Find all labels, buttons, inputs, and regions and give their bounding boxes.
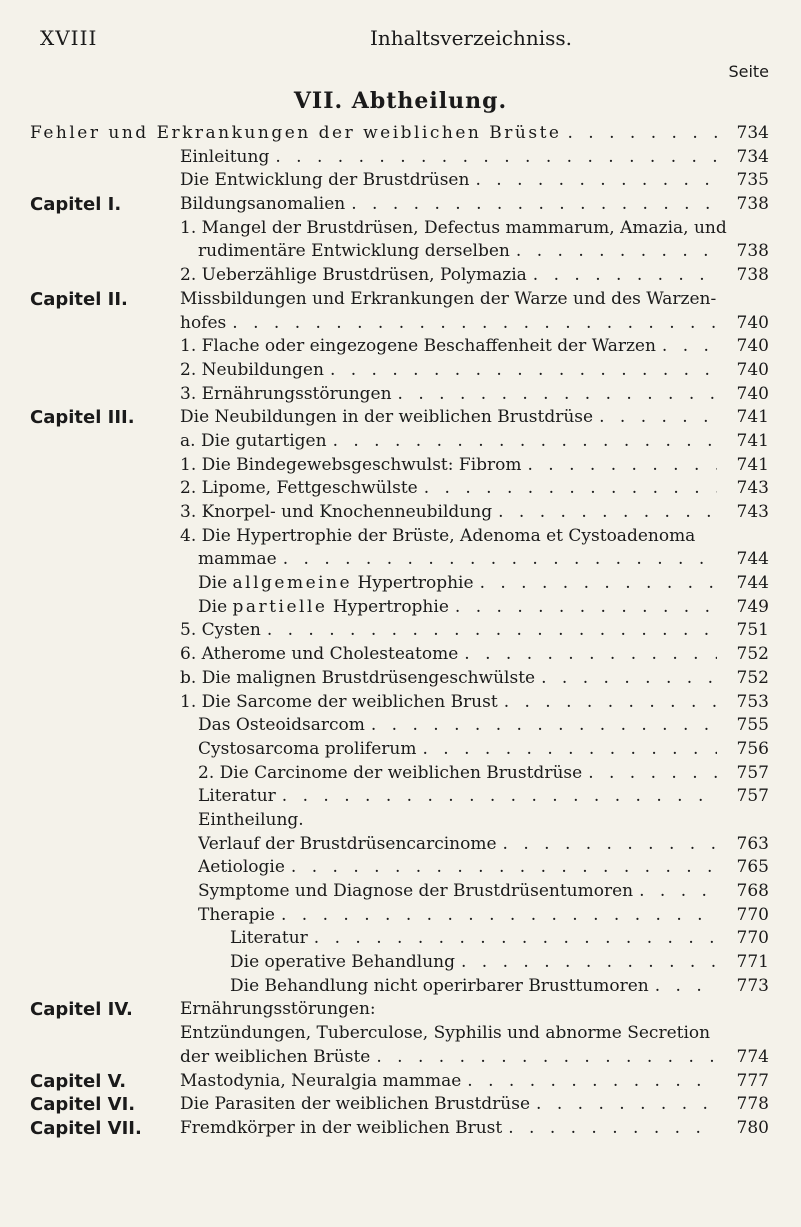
page-ref: 773 bbox=[736, 975, 769, 996]
dot-leader bbox=[464, 643, 717, 667]
dot-leader bbox=[503, 833, 717, 857]
entry-text: Die allgemeine Hypertrophie bbox=[198, 573, 474, 594]
dot-leader bbox=[508, 1117, 717, 1141]
entry-text: Fehler und Erkrankungen der weiblichen Brüste bbox=[30, 123, 562, 143]
entry-text: 3. Knorpel- und Knochenneubildung bbox=[180, 502, 493, 522]
toc-row bbox=[0, 525, 801, 549]
toc-row bbox=[0, 264, 801, 288]
entry-text: 5. Cysten bbox=[180, 620, 261, 641]
toc-row bbox=[0, 312, 801, 336]
toc-row bbox=[0, 691, 801, 715]
page-ref: 755 bbox=[736, 715, 769, 736]
toc-entry bbox=[180, 619, 717, 643]
page-ref: 744 bbox=[736, 573, 769, 594]
page-ref: 765 bbox=[736, 857, 769, 878]
table-of-contents bbox=[0, 122, 801, 1141]
page-ref: 757 bbox=[736, 762, 769, 783]
entry-text: 1. Mangel der Brustdrüsen, Defectus mammarum, Amazia, und bbox=[180, 217, 727, 238]
entry-text: b. Die malignen Brustdrüsengeschwülste bbox=[180, 667, 536, 688]
page-ref: 740 bbox=[736, 336, 769, 357]
entry-text: Die Parasiten der weiblichen Brustdrüse bbox=[180, 1094, 531, 1115]
toc-row bbox=[0, 738, 801, 762]
toc-row bbox=[0, 335, 801, 359]
entry-text: Missbildungen und Erkrankungen der Warze und des Warzen- bbox=[180, 288, 717, 309]
toc-entry bbox=[180, 169, 717, 193]
page-ref: 743 bbox=[736, 502, 769, 522]
dot-leader bbox=[376, 1046, 717, 1070]
page-ref: 763 bbox=[736, 833, 769, 854]
page-ref: 749 bbox=[736, 596, 769, 617]
dot-leader bbox=[498, 501, 717, 525]
page-number: XVIII bbox=[40, 26, 98, 50]
entry-text: Die Behandlung nicht operirbarer Brusttumoren bbox=[230, 975, 649, 996]
toc-entry bbox=[198, 809, 771, 833]
page-ref: 751 bbox=[736, 620, 769, 641]
page-ref: 752 bbox=[736, 667, 769, 688]
toc-entry bbox=[180, 335, 717, 359]
toc-row bbox=[0, 477, 801, 501]
chapter-label: Capitel I. bbox=[30, 194, 122, 216]
entry-text: Mastodynia, Neuralgia mammae bbox=[180, 1070, 462, 1091]
toc-row bbox=[0, 217, 801, 241]
entry-text: Literatur bbox=[230, 928, 308, 949]
entry-text: Die partielle Hypertrophie bbox=[198, 596, 449, 617]
entry-text: Cystosarcoma proliferum bbox=[198, 738, 417, 759]
entry-text: der weiblichen Brüste bbox=[180, 1046, 371, 1067]
toc-entry bbox=[180, 1093, 717, 1117]
toc-row bbox=[0, 998, 801, 1022]
chapter-label: Capitel VII. bbox=[30, 1117, 142, 1139]
page-ref: 756 bbox=[736, 738, 769, 759]
dot-leader bbox=[655, 975, 717, 999]
page-ref: 734 bbox=[736, 123, 769, 143]
dot-leader bbox=[467, 1070, 717, 1094]
toc-row bbox=[0, 643, 801, 667]
toc-entry bbox=[198, 833, 717, 857]
dot-leader bbox=[275, 146, 717, 170]
entry-text: Fremdkörper in der weiblichen Brust bbox=[180, 1117, 503, 1138]
entry-text: 1. Die Bindegewebsgeschwulst: Fibrom bbox=[180, 454, 522, 475]
dot-leader bbox=[281, 904, 717, 928]
toc-row bbox=[0, 501, 801, 525]
dot-leader bbox=[639, 880, 717, 904]
dot-leader bbox=[282, 785, 717, 809]
toc-row bbox=[0, 904, 801, 928]
toc-entry bbox=[198, 240, 717, 264]
toc-row bbox=[0, 596, 801, 620]
entry-text: a. Die gutartigen bbox=[180, 430, 327, 451]
entry-text: mammae bbox=[198, 549, 277, 570]
toc-row bbox=[0, 927, 801, 951]
entry-text: rudimentäre Entwicklung derselben bbox=[198, 241, 510, 262]
entry-text: Die Entwicklung der Brustdrüsen bbox=[180, 170, 470, 191]
entry-text: hofes bbox=[180, 312, 227, 333]
toc-entry bbox=[180, 406, 717, 430]
toc-entry bbox=[198, 762, 717, 786]
dot-leader bbox=[541, 667, 717, 691]
toc-entry bbox=[180, 477, 717, 501]
toc-entry bbox=[198, 880, 717, 904]
entry-text: 6. Atherome und Cholesteatome bbox=[180, 644, 459, 665]
toc-entry bbox=[180, 288, 771, 312]
toc-entry bbox=[180, 525, 771, 549]
toc-row bbox=[0, 288, 801, 312]
toc-row bbox=[0, 359, 801, 383]
dot-leader bbox=[533, 264, 717, 288]
entry-text: Therapie bbox=[198, 904, 275, 925]
page-ref: 770 bbox=[736, 928, 769, 949]
toc-row bbox=[0, 572, 801, 596]
dot-leader bbox=[283, 548, 717, 572]
toc-entry bbox=[230, 927, 717, 951]
page-ref: 741 bbox=[736, 454, 769, 475]
page-ref: 741 bbox=[736, 430, 769, 451]
page-ref: 741 bbox=[736, 407, 769, 428]
toc-row bbox=[0, 762, 801, 786]
toc-entry bbox=[230, 975, 717, 999]
toc-row bbox=[0, 454, 801, 478]
dot-leader bbox=[504, 691, 717, 715]
toc-entry bbox=[180, 430, 717, 454]
page-ref: 734 bbox=[736, 146, 769, 167]
entry-text: Die Neubildungen in der weiblichen Brustdrüse bbox=[180, 407, 594, 428]
toc-row bbox=[0, 193, 801, 217]
entry-text: Symptome und Diagnose der Brustdrüsentumoren bbox=[198, 881, 634, 901]
toc-row bbox=[0, 714, 801, 738]
toc-entry bbox=[198, 548, 717, 572]
toc-row bbox=[0, 951, 801, 975]
toc-entry bbox=[180, 643, 717, 667]
toc-row bbox=[0, 430, 801, 454]
dot-leader bbox=[422, 738, 717, 762]
page-ref: 770 bbox=[736, 904, 769, 925]
dot-leader bbox=[267, 619, 717, 643]
dot-leader bbox=[599, 406, 717, 430]
toc-row bbox=[0, 1070, 801, 1094]
toc-entry bbox=[180, 501, 717, 525]
page-ref: 740 bbox=[736, 383, 769, 404]
page-ref: 777 bbox=[736, 1070, 769, 1091]
dot-leader bbox=[480, 572, 717, 596]
dot-leader bbox=[536, 1093, 717, 1117]
dot-leader bbox=[528, 454, 718, 478]
toc-row bbox=[0, 146, 801, 170]
chapter-label: Capitel II. bbox=[30, 288, 128, 310]
toc-row bbox=[0, 240, 801, 264]
toc-entry bbox=[180, 667, 717, 691]
toc-row bbox=[0, 1117, 801, 1141]
entry-text: Ernährungsstörungen: bbox=[180, 999, 376, 1020]
page-ref: 744 bbox=[736, 549, 769, 570]
toc-entry bbox=[198, 714, 717, 738]
toc-entry bbox=[180, 998, 771, 1022]
chapter-label: Capitel VI. bbox=[30, 1094, 136, 1116]
dot-leader bbox=[314, 927, 717, 951]
entry-text: 2. Die Carcinome der weiblichen Brustdrüse bbox=[198, 762, 583, 783]
entry-text: 4. Die Hypertrophie der Brüste, Adenoma et Cystoadenoma bbox=[180, 525, 696, 546]
entry-text: 2. Ueberzählige Brustdrüsen, Polymazia bbox=[180, 265, 527, 286]
dot-leader bbox=[232, 312, 717, 336]
page-ref: 738 bbox=[736, 265, 769, 286]
toc-entry bbox=[180, 312, 717, 336]
entry-text: 2. Neubildungen bbox=[180, 359, 324, 380]
entry-text: Einleitung bbox=[180, 146, 270, 167]
entry-text: 3. Ernährungsstörungen bbox=[180, 383, 392, 404]
toc-entry bbox=[198, 572, 717, 596]
toc-entry bbox=[198, 856, 717, 880]
toc-entry bbox=[230, 951, 717, 975]
page-column-label: Seite bbox=[728, 62, 769, 81]
toc-entry bbox=[180, 383, 717, 407]
dot-leader bbox=[516, 240, 717, 264]
running-title: Inhaltsverzeichniss. bbox=[370, 26, 572, 50]
page-ref: 774 bbox=[736, 1046, 769, 1067]
dot-leader bbox=[371, 714, 717, 738]
toc-entry bbox=[180, 1070, 717, 1094]
toc-row bbox=[0, 975, 801, 999]
page-ref: 771 bbox=[736, 952, 769, 973]
toc-row bbox=[0, 122, 801, 146]
dot-leader bbox=[567, 122, 717, 146]
toc-row bbox=[0, 1093, 801, 1117]
toc-row bbox=[0, 880, 801, 904]
entry-text: Eintheilung. bbox=[198, 809, 304, 830]
dot-leader bbox=[455, 596, 717, 620]
page-ref: 740 bbox=[736, 359, 769, 380]
toc-entry bbox=[180, 1117, 717, 1141]
dot-leader bbox=[291, 856, 717, 880]
toc-row bbox=[0, 383, 801, 407]
toc-row bbox=[0, 169, 801, 193]
entry-text: Entzündungen, Tuberculose, Syphilis und abnorme Secretion bbox=[180, 1023, 711, 1044]
toc-row bbox=[0, 1022, 801, 1046]
page-ref: 738 bbox=[736, 241, 769, 262]
page-ref: 768 bbox=[736, 881, 769, 901]
toc-row bbox=[0, 1046, 801, 1070]
page-ref: 778 bbox=[736, 1094, 769, 1115]
page-ref: 743 bbox=[736, 478, 769, 499]
entry-text: Literatur bbox=[198, 786, 276, 807]
toc-row bbox=[0, 406, 801, 430]
toc-row bbox=[0, 856, 801, 880]
toc-entry bbox=[198, 738, 717, 762]
page-header bbox=[40, 26, 761, 56]
toc-entry bbox=[30, 122, 717, 146]
entry-text: 1. Flache oder eingezogene Beschaffenheit der Warzen bbox=[180, 336, 656, 357]
toc-row bbox=[0, 785, 801, 809]
dot-leader bbox=[662, 335, 717, 359]
chapter-label: Capitel V. bbox=[30, 1070, 127, 1092]
toc-entry bbox=[198, 596, 717, 620]
entry-text: Verlauf der Brustdrüsencarcinome bbox=[198, 833, 497, 854]
dot-leader bbox=[461, 951, 717, 975]
toc-row bbox=[0, 548, 801, 572]
toc-entry bbox=[180, 691, 717, 715]
page-ref: 735 bbox=[736, 170, 769, 191]
entry-text: Aetiologie bbox=[198, 857, 285, 878]
page-ref: 752 bbox=[736, 644, 769, 665]
toc-entry bbox=[198, 904, 717, 928]
dot-leader bbox=[351, 193, 717, 217]
entry-text: Die operative Behandlung bbox=[230, 952, 455, 973]
toc-entry bbox=[180, 359, 717, 383]
dot-leader bbox=[333, 430, 717, 454]
page-ref: 757 bbox=[736, 786, 769, 807]
entry-text: 1. Die Sarcome der weiblichen Brust bbox=[180, 691, 498, 712]
entry-text: 2. Lipome, Fettgeschwülste bbox=[180, 478, 418, 499]
toc-entry bbox=[180, 1046, 717, 1070]
dot-leader bbox=[475, 169, 717, 193]
toc-entry bbox=[180, 264, 717, 288]
toc-entry bbox=[180, 454, 717, 478]
toc-row bbox=[0, 667, 801, 691]
entry-text: Das Osteoidsarcom bbox=[198, 715, 365, 736]
dot-leader bbox=[398, 383, 717, 407]
toc-entry bbox=[198, 785, 717, 809]
toc-entry bbox=[180, 193, 717, 217]
toc-entry bbox=[180, 1022, 771, 1046]
page-ref: 738 bbox=[736, 194, 769, 215]
toc-row bbox=[0, 809, 801, 833]
dot-leader bbox=[330, 359, 717, 383]
entry-text: Bildungsanomalien bbox=[180, 194, 346, 215]
toc-entry bbox=[180, 146, 717, 170]
toc-entry bbox=[180, 217, 771, 241]
toc-row bbox=[0, 619, 801, 643]
dot-leader bbox=[424, 477, 717, 501]
toc-row bbox=[0, 833, 801, 857]
page-ref: 780 bbox=[736, 1117, 769, 1138]
chapter-label: Capitel III. bbox=[30, 407, 135, 429]
chapter-label: Capitel IV. bbox=[30, 999, 133, 1021]
dot-leader bbox=[588, 762, 717, 786]
section-heading: VII. Abtheilung. bbox=[293, 88, 508, 114]
page-ref: 740 bbox=[736, 312, 769, 333]
page-ref: 753 bbox=[736, 691, 769, 712]
